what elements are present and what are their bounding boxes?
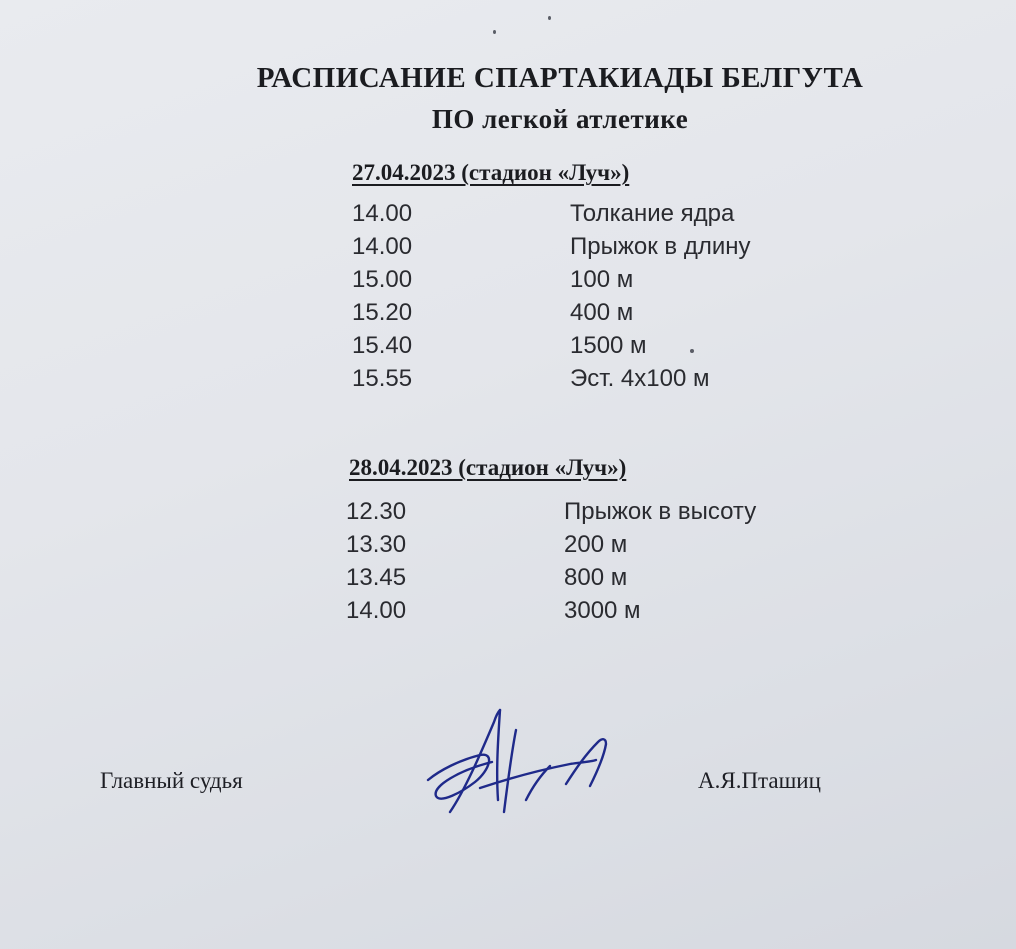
judge-role-label: Главный судья (100, 768, 243, 793)
event-time: 14.00 (352, 233, 413, 260)
event-name: 800 м (564, 564, 628, 591)
event-time: 12.30 (346, 498, 407, 525)
paper-speck (493, 30, 496, 34)
event-name: 1500 м (570, 332, 647, 359)
document-title: РАСПИСАНИЕ СПАРТАКИАДЫ БЕЛГУТА (256, 62, 864, 94)
event-name: Прыжок в высоту (564, 498, 757, 525)
document-subtitle: ПО легкой атлетике (431, 104, 689, 134)
event-name: Толкание ядра (570, 200, 735, 227)
paper-speck (548, 16, 551, 20)
event-name: 3000 м (564, 597, 641, 624)
event-time: 15.40 (352, 332, 413, 359)
event-name: Эст. 4х100 м (570, 365, 710, 392)
event-name: 100 м (570, 266, 634, 293)
event-time: 15.55 (352, 365, 413, 392)
day-heading-2: 28.04.2023 (стадион «Луч») (349, 455, 627, 480)
paper-speck (690, 349, 694, 353)
judge-name-label: А.Я.Пташиц (698, 768, 821, 793)
event-time: 13.30 (346, 531, 407, 558)
event-time: 14.00 (352, 200, 413, 227)
event-time: 15.00 (352, 266, 413, 293)
event-name: 400 м (570, 299, 634, 326)
event-time: 13.45 (346, 564, 407, 591)
event-name: 200 м (564, 531, 628, 558)
signature-image (420, 700, 620, 820)
event-time: 15.20 (352, 299, 413, 326)
day-heading-1: 27.04.2023 (стадион «Луч») (352, 160, 630, 185)
event-name: Прыжок в длину (570, 233, 751, 260)
event-time: 14.00 (346, 597, 407, 624)
